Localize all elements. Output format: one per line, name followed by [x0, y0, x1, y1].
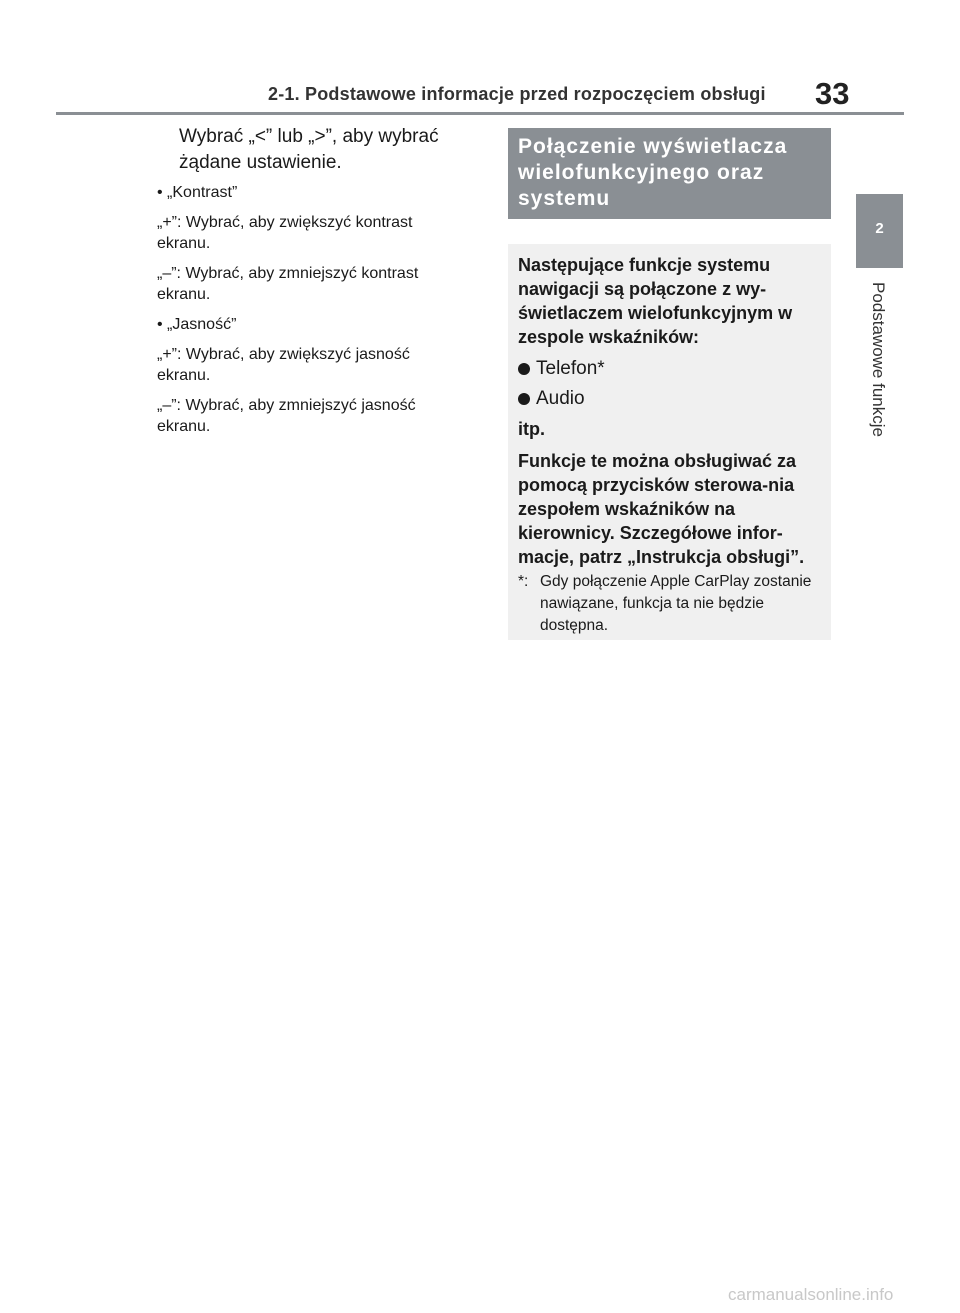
section-title: 2-1. Podstawowe informacje przed rozpoczęciem obsługi — [268, 84, 766, 104]
brightness-decrease: „–”: Wybrać, aby zmniejszyć jasność ekranu. — [157, 397, 416, 435]
contrast-increase: „+”: Wybrać, aby zwiększyć kontrast ekranu. — [157, 214, 413, 252]
chapter-number: 2 — [875, 220, 884, 237]
info-box-body — [508, 244, 831, 640]
bullet-telefon-label: Telefon* — [536, 358, 605, 379]
footnote — [518, 571, 821, 637]
page-number: 33 — [815, 76, 850, 111]
option-contrast: • „Kontrast” — [157, 184, 238, 201]
bullet-dot-icon — [518, 393, 530, 405]
bullet-dot-icon — [518, 363, 530, 375]
brightness-increase: „+”: Wybrać, aby zwiększyć jasność ekranu. — [157, 346, 410, 384]
bullet-audio-label: Audio — [536, 388, 585, 409]
info-description: Funkcje te można obsługiwać za pomocą przycisków sterowa-nia zespołem wskaźników na kierownicy. Szczegółowe infor-macje, patrz „Instrukcja obsługi”. — [518, 451, 805, 567]
left-column — [157, 124, 467, 446]
bullet-telefon — [518, 357, 821, 381]
contrast-decrease: „–”: Wybrać, aby zmniejszyć kontrast ekranu. — [157, 265, 419, 303]
info-box-heading: Połączenie wyświetlacza wielofunkcyjnego oraz systemu — [508, 128, 831, 219]
watermark: carmanualsonline.info — [728, 1285, 894, 1304]
chapter-label: Podstawowe funkcje — [869, 282, 888, 437]
info-etc: itp. — [518, 419, 545, 439]
bullet-audio — [518, 387, 821, 411]
footnote-text: Gdy połączenie Apple CarPlay zostanie nawiązane, funkcja ta nie będzie dostępna. — [540, 573, 812, 634]
header-divider — [56, 112, 904, 115]
chapter-tab — [856, 194, 903, 268]
option-brightness: • „Jasność” — [157, 316, 237, 333]
info-intro: Następujące funkcje systemu nawigacji są połączone z wy-świetlaczem wielofunkcyjnym w zespole wskaźników: — [518, 255, 793, 347]
footnote-mark: *: — [518, 573, 529, 590]
instruction-text: Wybrać „<” lub „>”, aby wybrać żądane ustawienie. — [179, 126, 439, 173]
